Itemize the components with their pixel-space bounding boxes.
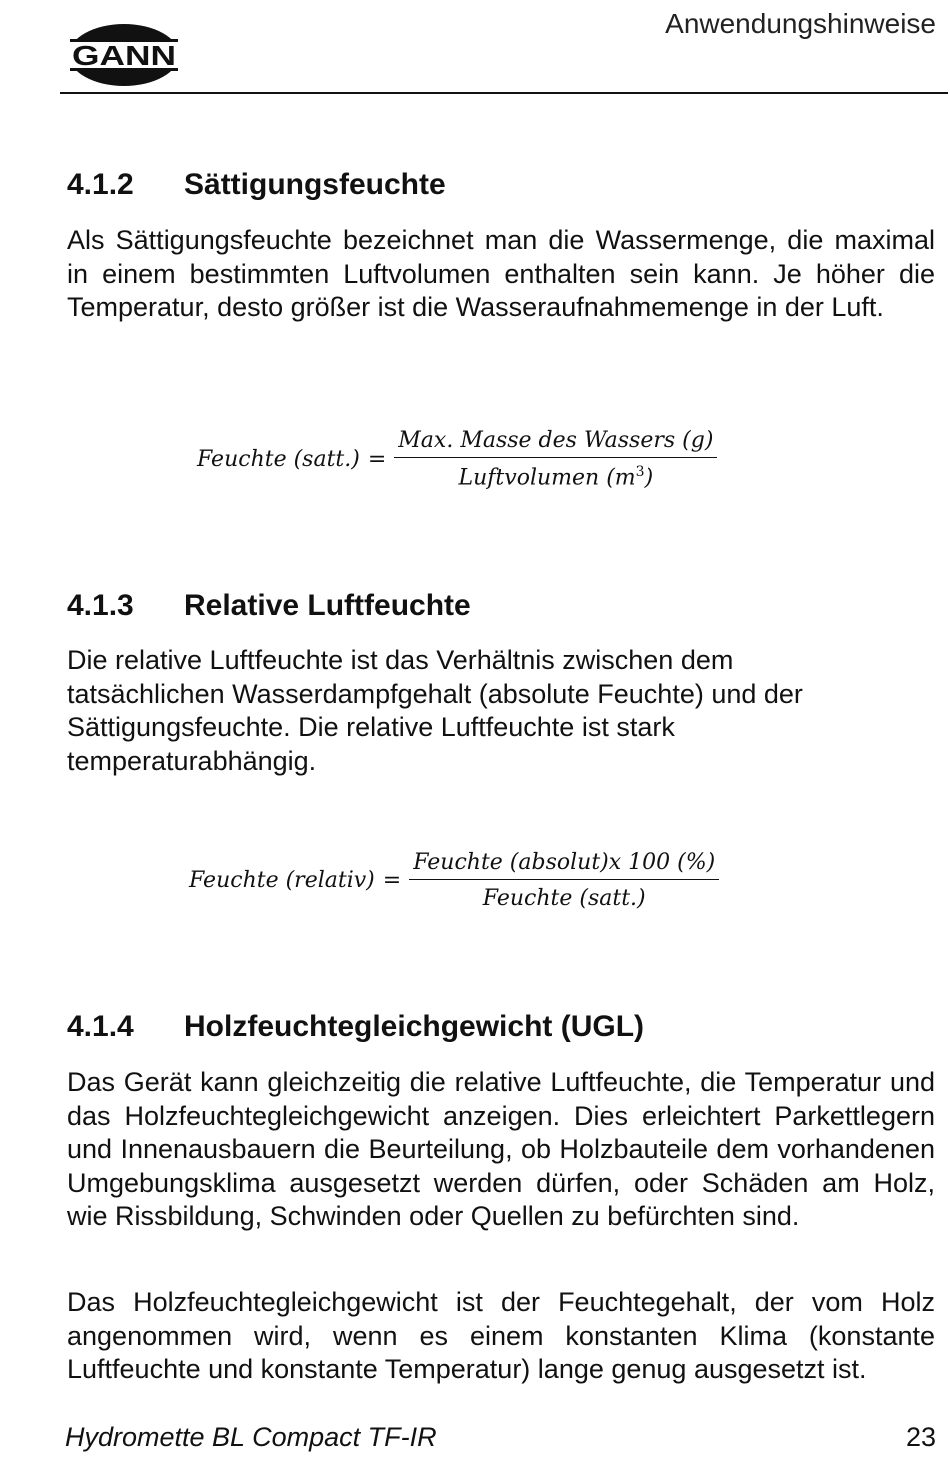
formula-numerator: Feuchte (absolut)x 100 (%) xyxy=(413,850,716,875)
header-rule xyxy=(60,92,948,94)
formula-fraction xyxy=(394,428,717,490)
section-title: Holzfeuchtegleichgewicht (UGL) xyxy=(184,1010,645,1043)
formula-saettigungsfeuchte xyxy=(197,428,717,490)
denominator-close: ) xyxy=(644,465,654,491)
formula-lhs: Feuchte (relativ) xyxy=(189,868,375,893)
logo-text: GANN xyxy=(72,40,176,71)
formula-relative-feuchte xyxy=(189,850,719,911)
formula-denominator: Feuchte (satt.) xyxy=(409,879,719,911)
denominator-text: Luftvolumen (m xyxy=(458,465,636,491)
paragraph-ugl-2: Das Holzfeuchtegleichgewicht ist der Feuchtegehalt, der vom Holz angenommen wird, wenn es einem konstanten Klima (konstante Luftfeuchte und konstante Temperatur) lange genug ausgesetzt ist. xyxy=(67,1287,935,1384)
section-title: Sättigungsfeuchte xyxy=(184,168,446,201)
formula-equals: = xyxy=(367,446,387,472)
section-number: 4.1.4 xyxy=(67,1010,134,1043)
formula-numerator: Max. Masse des Wassers (g) xyxy=(398,428,714,453)
paragraph-saettigungsfeuchte: Als Sättigungsfeuchte bezeichnet man die Wassermenge, die maximal in einem bestimmten Luftvolumen enthalten sein kann. Je höher die Temperatur, desto größer ist die Wasseraufnahmemenge in der Luft. xyxy=(67,225,935,322)
paragraph-relative-luftfeuchte: Die relative Luftfeuchte ist das Verhältnis zwischen dem tatsächlichen Wasserdampfgehalt (absolute Feuchte) und der Sättigungsfeuchte. Die relative Luftfeuchte ist stark temperaturabhängig. xyxy=(67,645,803,776)
paragraph-ugl-1: Das Gerät kann gleichzeitig die relative Luftfeuchte, die Temperatur und das Holzfeuchtegleichgewicht anzeigen. Dies erleichtert Parkettlegern und Innenausbauern die Beurteilung, ob Holzbauteile dem vorhandenen Umgebungsklima ausgesetzt werden dürfen, oder Schäden am Holz, wie Rissbildung, Schwinden oder Quellen zu befürchten sind. xyxy=(67,1067,935,1231)
denominator-exponent: 3 xyxy=(635,464,645,480)
section-heading-4-1-3 xyxy=(67,589,471,623)
gann-logo xyxy=(66,20,182,90)
footer-product-name: Hydromette BL Compact TF-IR xyxy=(65,1422,437,1452)
formula-equals: = xyxy=(382,868,402,893)
section-number: 4.1.3 xyxy=(67,589,134,622)
section-number: 4.1.2 xyxy=(67,168,134,201)
formula-lhs: Feuchte (satt.) xyxy=(197,446,360,472)
running-header: Anwendungshinweise xyxy=(665,8,936,39)
section-title: Relative Luftfeuchte xyxy=(184,589,471,622)
formula-fraction xyxy=(409,850,719,911)
page-number: 23 xyxy=(905,1422,936,1452)
section-heading-4-1-2 xyxy=(67,168,446,202)
formula-denominator xyxy=(394,457,717,490)
section-heading-4-1-4 xyxy=(67,1010,644,1044)
